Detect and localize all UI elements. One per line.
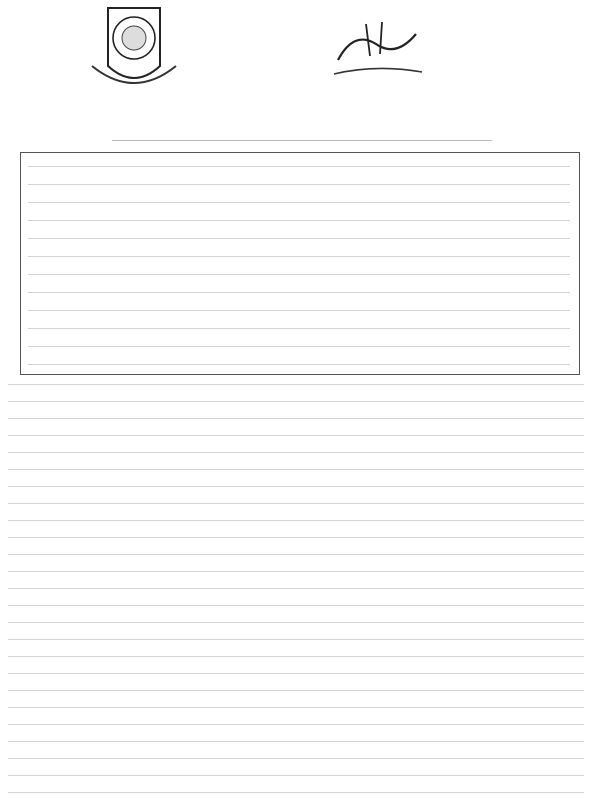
text-line: [8, 503, 584, 504]
headline-band: [112, 100, 492, 141]
text-line: [28, 292, 570, 293]
text-line: [8, 520, 584, 521]
text-line: [8, 435, 584, 436]
text-line: [28, 364, 570, 365]
text-line: [8, 588, 584, 589]
text-line: [8, 639, 584, 640]
text-line: [28, 220, 570, 221]
text-line: [28, 346, 570, 347]
text-line: [8, 469, 584, 470]
text-line: [8, 673, 584, 674]
text-line: [28, 238, 570, 239]
text-line: [8, 707, 584, 708]
circular-emblem-logo: [78, 4, 190, 96]
text-line: [28, 202, 570, 203]
text-line: [8, 486, 584, 487]
text-line: [8, 554, 584, 555]
text-line: [28, 310, 570, 311]
text-line: [8, 622, 584, 623]
text-line: [8, 758, 584, 759]
text-line: [8, 724, 584, 725]
text-line: [28, 328, 570, 329]
text-line: [8, 452, 584, 453]
text-line: [8, 571, 584, 572]
text-line: [28, 166, 570, 167]
text-line: [8, 537, 584, 538]
text-line: [28, 184, 570, 185]
text-line: [8, 690, 584, 691]
text-line: [8, 384, 584, 385]
text-line: [8, 401, 584, 402]
text-line: [8, 418, 584, 419]
text-line: [8, 656, 584, 657]
text-line: [8, 741, 584, 742]
text-line: [8, 605, 584, 606]
text-line: [8, 792, 584, 793]
framed-excerpt: [20, 152, 580, 375]
calligraphic-emblem: [324, 14, 428, 86]
text-line: [8, 775, 584, 776]
text-line: [28, 256, 570, 257]
text-line: [28, 274, 570, 275]
